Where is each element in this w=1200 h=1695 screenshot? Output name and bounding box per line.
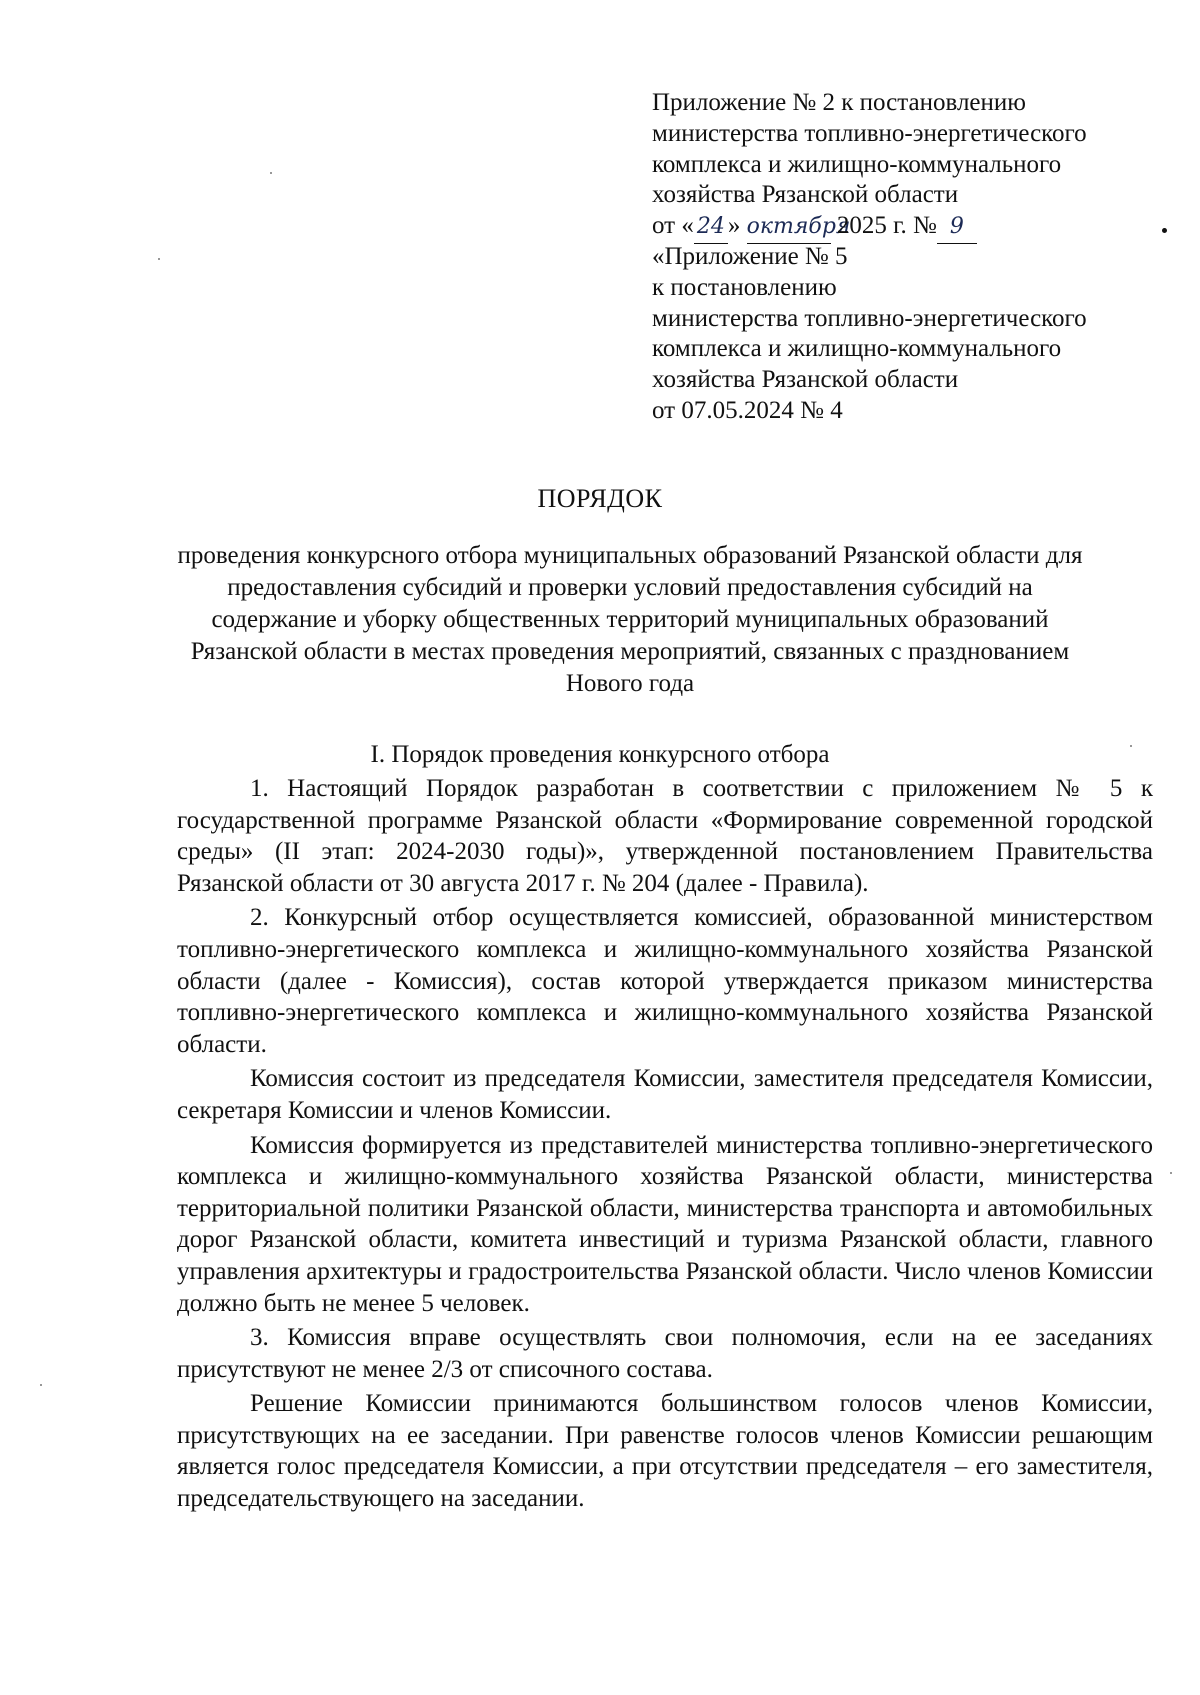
header-line: «Приложение № 5 [652,242,848,270]
header-line: министерства топливно-энергетического [652,304,1087,332]
scan-speck [1170,1172,1172,1174]
scan-dot [1162,228,1167,233]
section-heading: I. Порядок проведения конкурсного отбора [370,741,830,768]
scan-speck [40,1384,42,1386]
handwritten-day: 24 [694,212,728,244]
document-body [177,773,1153,1518]
scan-speck [158,258,160,260]
header-line: от 07.05.2024 № 4 [652,396,843,424]
header-line: комплекса и жилищно-коммунального [652,150,1062,178]
handwritten-number: 9 [937,212,977,244]
date-mid: » [727,212,747,240]
body-paragraph: Комиссия формируется из представителей министерства топливно-энергетического комплекса и жилищно-коммунального хозяйства Рязанской области, министерства территориальной политики Рязанской области, министерства транспорта и автомобильных дорог Рязанской области, комитета инвестиций и туризма Рязанской области, главного управления архитектуры и градостроительства Рязанской области. Число членов Комиссии должно быть не менее 5 человек. [177,1131,1153,1317]
header-line: комплекса и жилищно-коммунального [652,335,1062,363]
header-line: министерства топливно-энергетического [652,119,1087,147]
body-paragraph: Решение Комиссии принимаются большинством голосов членов Комиссии, присутствующих на ее заседании. При равенстве голосов членов Комиссии решающим является голос председателя Комиссии, а при отсутствии председателя – его заместителя, председательствующего на заседании. [177,1390,1153,1513]
header-line: хозяйства Рязанской области [652,181,959,209]
body-paragraph: 1. Настоящий Порядок разработан в соответствии с приложением № 5 к государственной программе Рязанской области «Формирование современной городской среды» (II этап: 2024-2030 годы)», утвержденной постановлением Правительства Рязанской области от 30 августа 2017 г. № 204 (далее - Правила). [177,775,1153,897]
document-subtitle: проведения конкурсного отбора муниципальных образований Рязанской области для предоставления субсидий и проверки условий предоставления субсидий на содержание и уборку общественных территорий муниципальных образований Рязанской области в местах проведения мероприятий, связанных с празднованием Нового года [177,542,1083,697]
document-title: ПОРЯДОК [537,484,663,513]
header-line: к постановлению [652,273,837,301]
header-line: Приложение № 2 к постановлению [652,89,1026,116]
date-prefix: от « [652,212,694,240]
body-paragraph: 3. Комиссия вправе осуществлять свои полномочия, если на ее заседаниях присутствуют не менее 2/3 от списочного состава. [177,1324,1153,1383]
body-paragraph: 2. Конкурсный отбор осуществляется комиссией, образованной министерством топливно-энергетического комплекса и жилищно-коммунального хозяйства Рязанской области (далее - Комиссия), состав которой утверждается приказом министерства топливно-энергетического комплекса и жилищно-коммунального хозяйства Рязанской области. [177,904,1153,1058]
handwritten-month: октября [747,212,831,244]
header-line: хозяйства Рязанской области [652,366,959,394]
appendix-header [652,88,1172,427]
body-paragraph: Комиссия состоит из председателя Комиссии, заместителя председателя Комиссии, секретаря Комиссии и членов Комиссии. [177,1065,1153,1124]
scan-speck [270,172,272,174]
header-date-line [652,211,1172,242]
date-year: 2025 г. № [830,212,937,240]
